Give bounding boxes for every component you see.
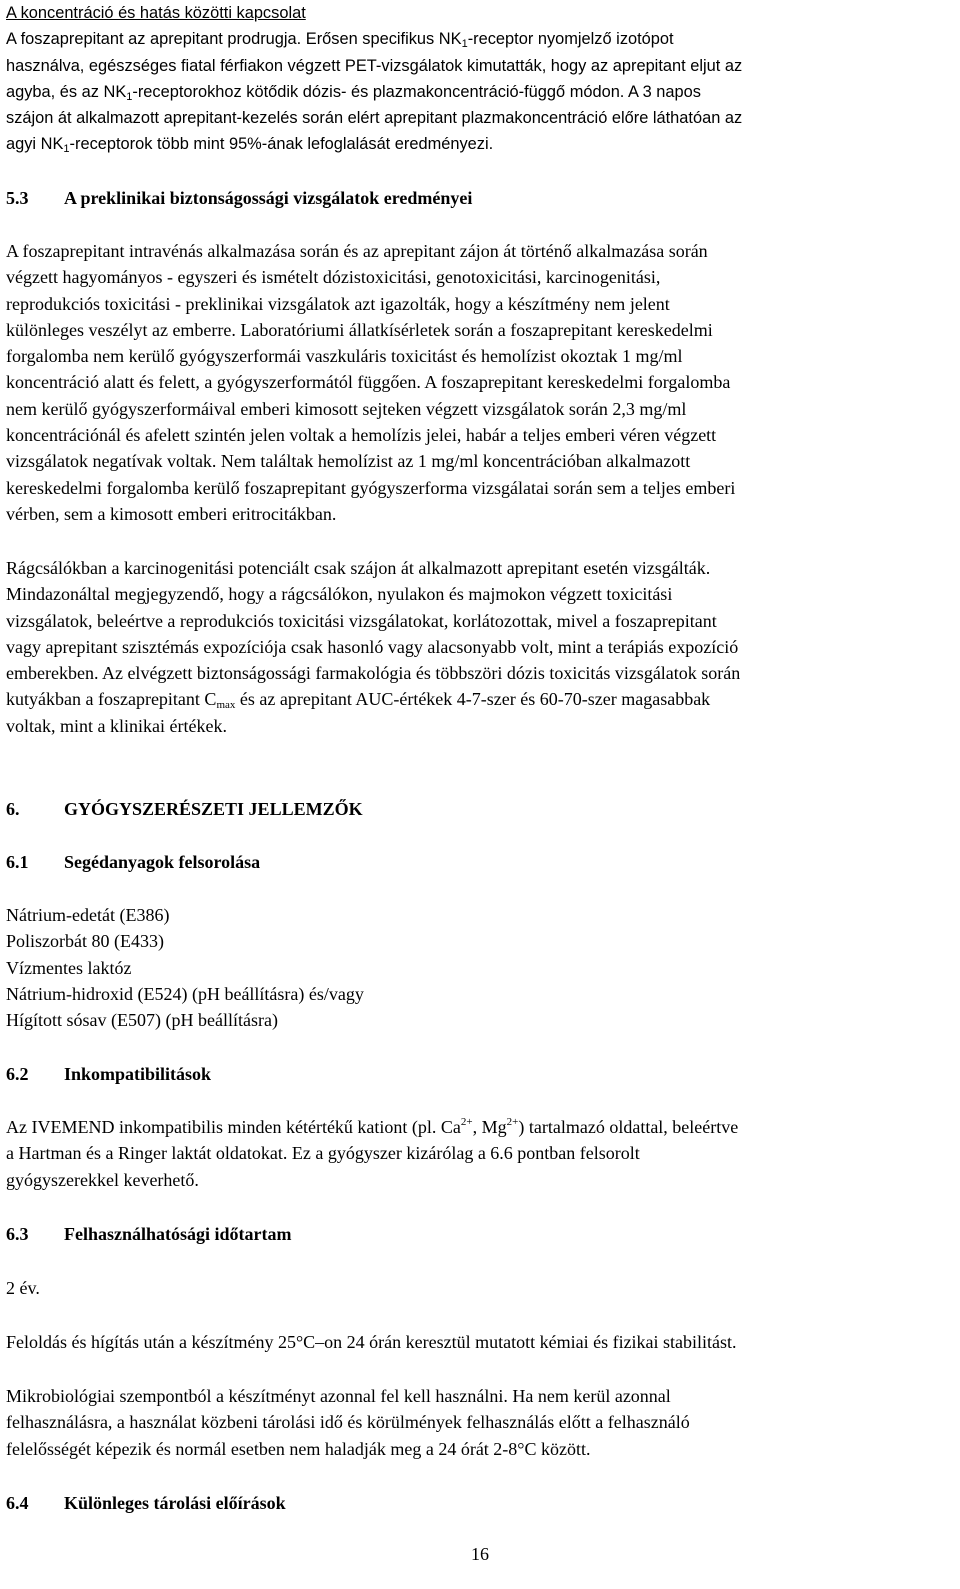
stability-paragraph [6,1329,952,1355]
paragraph-line: gyógyszerekkel keverhető. [6,1169,199,1190]
paragraph-line: végzett hagyományos - egyszeri és ismételt dózistoxicitási, genotoxicitási, karcinogenitási, [6,267,661,288]
list-item: Vízmentes laktóz [6,957,132,978]
list-item: Poliszorbát 80 (E433) [6,931,164,952]
paragraph-line: Feloldás és hígítás után a készítmény 25°C–on 24 órán keresztül mutatott kémiai és fizikai stabilitást. [6,1332,737,1352]
paragraph-line: Mindazonáltal megjegyzendő, hogy a rágcsálókon, nyulakon és majmokon végzett toxicitási [6,584,673,605]
section-number: 5.3 [6,188,29,208]
shelf-life-value [6,1275,952,1301]
section-number: 6.2 [6,1064,29,1084]
paragraph-line: 2 év. [6,1278,40,1298]
paragraph-line: koncentrációnál és afelett szintén jelen voltak a hemolízis jelei, habár a teljes emberi véren végzett [6,425,717,446]
paragraph-line: nem kerülő gyógyszerformáival emberi kimosott sejteken végzett vizsgálatok során 2,3 mg/ml [6,398,687,419]
paragraph-line: kereskedelmi forgalomba kerülő foszaprepitant gyógyszerforma vizsgálatai során sem a teljes emberi [6,477,736,498]
paragraph-line: agyi $NK_1$-receptorok több mint 95%-ának lefoglalását eredményezi. [6,135,494,156]
section-title: Különleges tárolási előírások [64,1493,286,1513]
paragraph-line: különleges veszélyt az emberre. Laboratóriumi állatkísérletek során a foszaprepitant kereskedelmi [6,319,713,340]
section-title: GYÓGYSZERÉSZETI JELLEMZŐK [64,799,363,819]
paragraph-line: koncentráció alatt és felett, a gyógyszerformától függően. A foszaprepitant kereskedelmi forgalomba [6,372,731,393]
paragraph-line: emberekben. Az elvégzett biztonságossági farmakológia és többszöri dózis toxicitás vizsgálatok során [6,663,741,684]
paragraph-line: forgalomba nem kerülő gyógyszerformái vaszkuláris toxicitást és hemolízist okoztak 1 mg/ml [6,346,683,367]
paragraph-line: felhasználásra, a használat közbeni tárolási idő és körülmények felhasználás előtt a felhasználó [6,1412,690,1433]
section-title: Segédanyagok felsorolása [64,852,261,872]
section-heading-6-4 [6,1490,286,1516]
section-heading-6-3 [6,1221,292,1247]
paragraph-line: felelősségét képezik és normál esetben nem haladják meg a 24 órát 2-8°C között. [6,1438,591,1459]
list-item: Hígított sósav (E507) (pH beállításra) [6,1010,278,1031]
section-heading-6-2 [6,1061,211,1087]
paragraph-line: reprodukciós toxicitási - preklinikai vizsgálatok azt igazolták, hogy a készítmény nem jelent [6,293,670,314]
section-title: A preklinikai biztonságossági vizsgálatok eredményei [64,188,473,208]
paragraph-line: A foszaprepitant az aprepitant prodrugja. Erősen specifikus $NK_1$-receptor nyomjelző izotópot [6,30,674,51]
list-item: Nátrium-edetát (E386) [6,905,170,925]
microbiology-paragraph [6,1383,952,1462]
section-title: Felhasználhatósági időtartam [64,1224,292,1244]
section-number: 6. [6,799,20,819]
paragraph-line: A foszaprepitant intravénás alkalmazása során és az aprepitant zájon át történő alkalmazása során [6,241,708,261]
incompatibility-paragraph [6,1114,952,1193]
page-number: 16 [471,1544,489,1564]
subsection-title: A koncentráció és hatás közötti kapcsolat [6,4,306,22]
paragraph-line: vagy aprepitant szisztémás expozíciója csak hasonló vagy alacsonyabb volt, mint a terápiás expozíció [6,636,739,657]
concentration-effect-section [6,0,952,158]
paragraph-line: szájon át alkalmazott aprepitant-kezelés során elért aprepitant plazmakoncentráció előre láthatóan az [6,109,743,128]
paragraph-line: Az IVEMEND inkompatibilis minden kétértékű kationt (pl. $Ca^{2+}$, $Mg^{2+}$) tartalmazó oldattal, beleértve [6,1116,739,1137]
excipient-list [6,902,952,1033]
paragraph-line: a Hartman és a Ringer laktát oldatokat. Ez a gyógyszer kizárólag a 6.6 pontban felsorolt [6,1143,640,1164]
paragraph-line: voltak, mint a klinikai értékek. [6,715,227,736]
paragraph-line: vérben, sem a kimosott emberi eritrocitákban. [6,503,337,524]
section-heading-5-3 [6,185,472,211]
preclinical-paragraph-2 [6,555,952,739]
paragraph-line: Mikrobiológiai szempontból a készítményt azonnal fel kell használni. Ha nem kerül azonnal [6,1386,671,1406]
section-heading-6-1 [6,849,260,875]
paragraph-line: vizsgálatok negatívak voltak. Nem találtak hemolízist az 1 mg/ml koncentrációban alkalmazott [6,451,691,472]
list-item: Nátrium-hidroxid (E524) (pH beállításra) és/vagy [6,983,364,1004]
section-number: 6.1 [6,852,29,872]
paragraph-line: agyba, és az $NK_1$-receptorokhoz kötődik dózis- és plazmakoncentráció-függő módon. A 3 napos [6,82,701,103]
paragraph-line: kutyákban a foszaprepitant $C_{max}$ és az aprepitant AUC-értékek 4-7-szer és 60-70-szer magasabbak [6,689,711,712]
section-heading-6 [6,796,363,822]
paragraph-line: használva, egészséges fiatal férfiakon végzett PET-vizsgálatok kimutatták, hogy az aprepitant eljut az [6,56,743,75]
section-number: 6.3 [6,1224,29,1244]
section-number: 6.4 [6,1493,29,1513]
section-title: Inkompatibilitások [64,1064,212,1084]
preclinical-paragraph-1 [6,238,952,527]
paragraph-line: Rágcsálókban a karcinogenitási potenciált csak szájon át alkalmazott aprepitant esetén vizsgálták. [6,558,711,578]
paragraph-line: vizsgálatok, beleértve a reprodukciós toxicitási vizsgálatokat, korlátozottak, mivel a foszaprepitant [6,610,717,631]
